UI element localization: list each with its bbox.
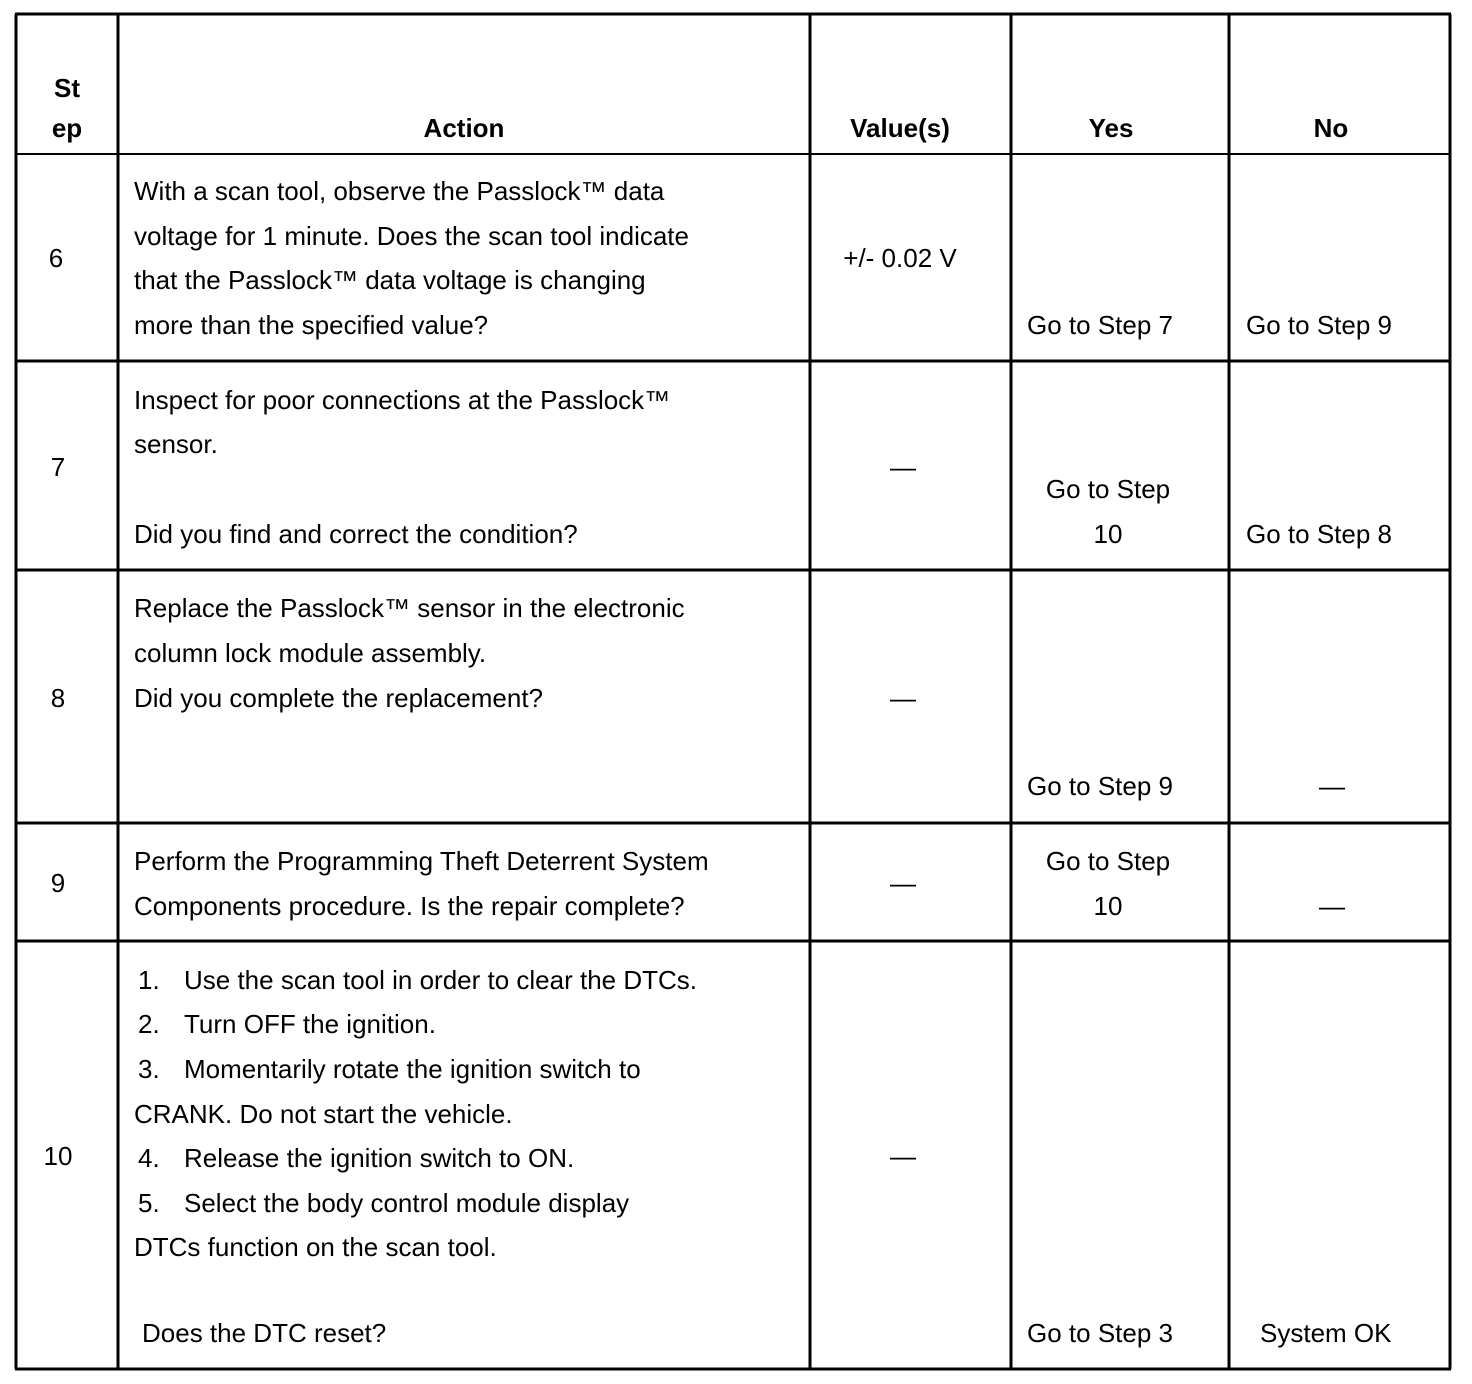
row6-no: Go to Step 9 [1246,310,1392,340]
list-item-1-text: Use the scan tool in order to clear the DTCs. [184,965,698,995]
row7-value: — [890,452,916,482]
list-item-1 [136,958,697,1002]
list-item-2-number: 2. [138,1009,160,1039]
list-item-3 [136,1047,641,1091]
row10-no: System OK [1260,1318,1392,1348]
list-item-2 [136,1002,436,1046]
header-step-line1: St [54,73,80,103]
list-item-3-number: 3. [138,1054,160,1084]
list-item-5-number: 5. [138,1188,160,1218]
row6-action-line4: more than the specified value? [134,310,489,340]
row9-action-line2: Components procedure. Is the repair complete? [134,891,685,921]
row7-action-line1: Inspect for poor connections at the Passlock™ [134,385,671,415]
row6-action-line1: With a scan tool, observe the Passlock™ data [134,176,665,206]
row7-step: 7 [50,452,66,482]
row6-action-line2: voltage for 1 minute. Does the scan tool indicate [134,221,689,251]
list-item-5-continued: DTCs function on the scan tool. [134,1232,497,1262]
row8-step: 8 [50,683,66,713]
header-step [16,68,118,148]
header-no: No [1313,113,1349,143]
row8-action-line1: Replace the Passlock™ sensor in the electronic [134,593,685,623]
header-yes: Yes [1088,113,1134,143]
row7-yes-line2: 10 [1093,519,1123,549]
row9-yes-line2: 10 [1093,891,1123,921]
row8-yes: Go to Step 9 [1027,771,1173,801]
row8-action-line2: column lock module assembly. [134,638,487,668]
list-item-4-number: 4. [138,1143,160,1173]
list-item-1-number: 1. [138,965,160,995]
list-item-3-continued: CRANK. Do not start the vehicle. [134,1099,513,1129]
row9-step: 9 [50,868,66,898]
row10-question: Does the DTC reset? [142,1318,387,1348]
row8-action-line3: Did you complete the replacement? [134,683,544,713]
list-item-4-text: Release the ignition switch to ON. [184,1143,575,1173]
row10-step: 10 [43,1141,73,1171]
row6-yes: Go to Step 7 [1027,310,1173,340]
row10-yes: Go to Step 3 [1027,1318,1173,1348]
list-item-2-text: Turn OFF the ignition. [184,1009,436,1039]
row9-no: — [1319,891,1345,921]
row7-action-line3: Did you find and correct the condition? [134,519,578,549]
row8-no: — [1319,771,1345,801]
row8-value: — [890,683,916,713]
row9-action-line1: Perform the Programming Theft Deterrent System [134,846,709,876]
row10-value: — [890,1141,916,1171]
header-action: Action [423,113,505,143]
header-values: Value(s) [850,113,950,143]
row9-value: — [890,868,916,898]
row6-step: 6 [48,243,64,273]
list-item-4 [136,1136,574,1180]
header-step-line2: ep [51,113,83,143]
row9-yes-line1: Go to Step [1045,846,1171,876]
row7-yes-line1: Go to Step [1045,474,1171,504]
list-item-3-text: Momentarily rotate the ignition switch to [184,1054,641,1084]
row7-no: Go to Step 8 [1246,519,1392,549]
row6-action-line3: that the Passlock™ data voltage is changing [134,265,646,295]
list-item-5-text: Select the body control module display [184,1188,630,1218]
list-item-5 [136,1181,629,1225]
row7-action-line2: sensor. [134,429,218,459]
row6-value: +/- 0.02 V [843,243,957,273]
